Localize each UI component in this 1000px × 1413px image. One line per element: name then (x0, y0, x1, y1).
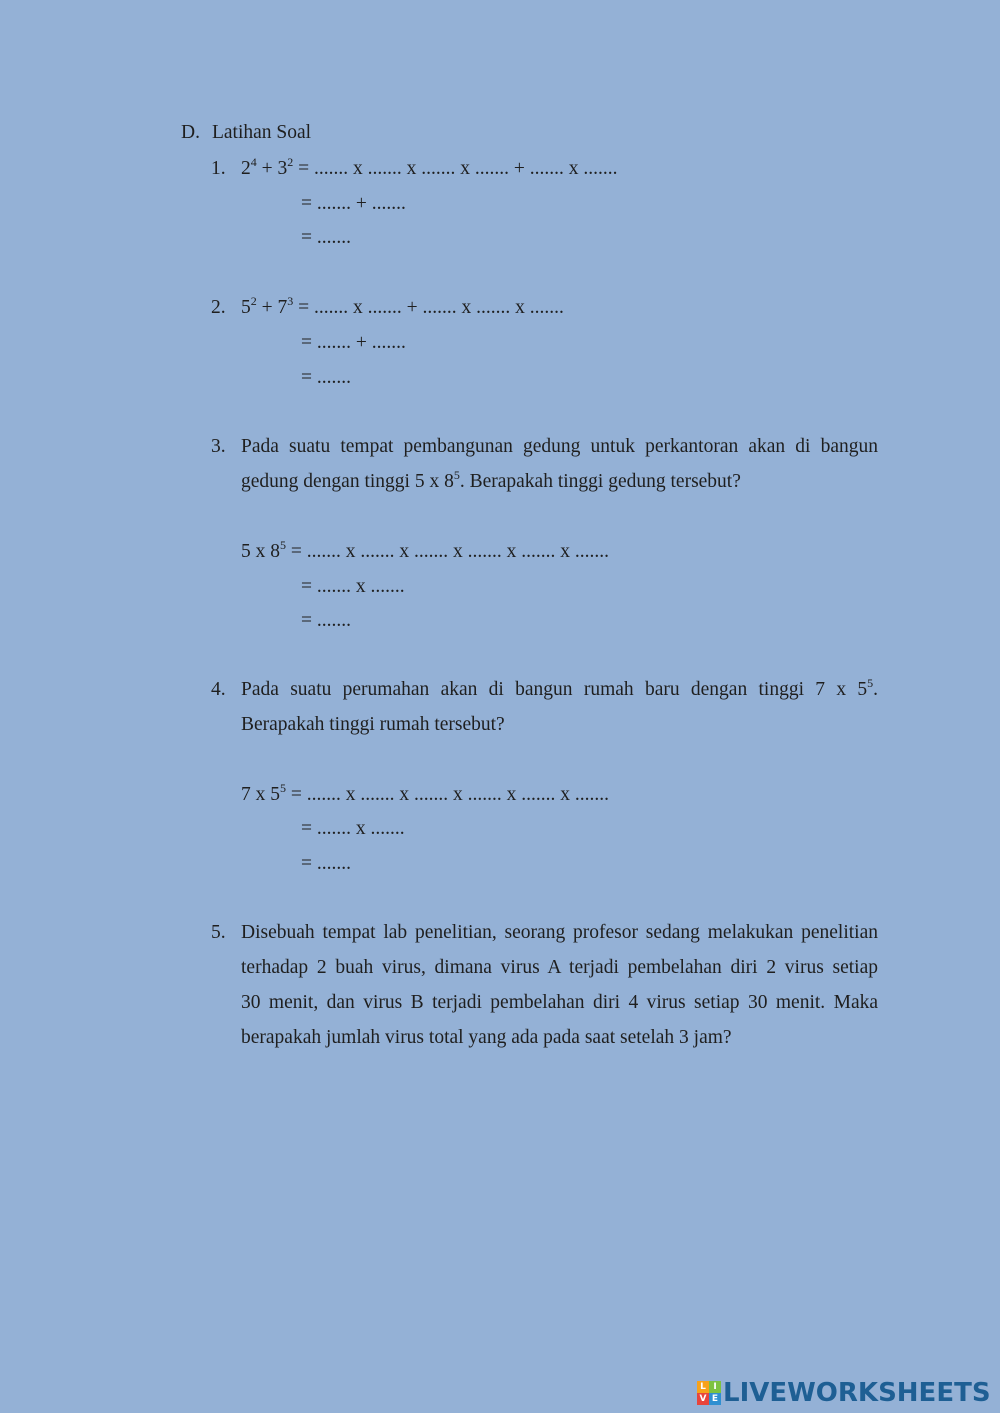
q4-calc-line1 (241, 783, 609, 807)
q3-text-post: . Berapakah tinggi gedung tersebut? (459, 471, 741, 492)
q2-line1 (241, 296, 564, 320)
q4-number: 4. (211, 679, 226, 700)
q1-base2: 3 (277, 158, 288, 179)
q3-calc-line1 (241, 540, 609, 564)
q2-line2: = ....... + ....... (301, 332, 406, 353)
section-title: Latihan Soal (211, 122, 312, 143)
q2-base2: 7 (277, 297, 288, 318)
q3-answer-blanks: = ....... x ....... x ....... x ....... x ....... x ....... (286, 541, 609, 562)
q3-text-pre: gedung dengan tinggi 5 x 8 (241, 471, 454, 492)
q4-calc-line2: = ....... x ....... (301, 818, 405, 839)
q2-plus: + (256, 297, 278, 318)
q2-line3: = ....... (301, 367, 351, 388)
q5-text-line2: terhadap 2 buah virus, dimana virus A terjadi pembelahan diri 2 virus setiap (241, 957, 878, 978)
liveworksheets-wordmark: LIVEWORKSHEETS (723, 1378, 991, 1408)
q2-exponent1: 2 (250, 294, 257, 308)
q4-calc-line3: = ....... (301, 853, 351, 874)
q1-base1: 2 (241, 158, 251, 179)
q1-exponent1: 4 (250, 155, 257, 169)
q1-plus: + (256, 158, 278, 179)
q4-answer-blanks: = ....... x ....... x ....... x ....... x ....... x ....... (286, 784, 609, 805)
q3-calc-pre: 5 x 8 (241, 541, 280, 562)
q4-text-pre: Pada suatu perumahan akan di bangun rumah baru dengan tinggi 7 x 5 (241, 679, 868, 700)
q2-base1: 5 (241, 297, 251, 318)
q2-answer-blanks: = ....... x ....... + ....... x ....... x ....... (293, 297, 564, 318)
q5-text-line4: berapakah jumlah virus total yang ada pada saat setelah 3 jam? (241, 1027, 732, 1048)
logo-letter-i: I (709, 1381, 721, 1393)
q3-text-line1: Pada suatu tempat pembangunan gedung untuk perkantoran akan di bangun (241, 436, 878, 457)
logo-letter-v: V (697, 1393, 709, 1405)
logo-letter-l: L (697, 1381, 709, 1393)
q4-calc-exponent: 5 (280, 781, 286, 795)
q3-text-line2 (241, 470, 741, 494)
q3-calc-exponent: 5 (280, 538, 286, 552)
q5-text-line3: 30 menit, dan virus B terjadi pembelahan diri 4 virus setiap 30 menit. Maka (241, 992, 878, 1013)
q4-text-line1 (241, 678, 878, 702)
q3-number: 3. (211, 436, 226, 457)
q4-text-exponent: 5 (867, 676, 874, 690)
q3-text-exponent: 5 (453, 468, 460, 482)
q4-text-post: . (873, 679, 878, 700)
q5-text-line1: Disebuah tempat lab penelitian, seorang profesor sedang melakukan penelitian (241, 922, 878, 943)
logo-letter-e: E (709, 1393, 721, 1405)
section-header (181, 121, 311, 145)
liveworksheets-logo-icon (697, 1381, 721, 1405)
q1-answer-blanks: = ....... x ....... x ....... x ....... + ....... x ....... (293, 158, 618, 179)
section-label: D. (181, 122, 200, 143)
q2-number: 2. (211, 297, 226, 318)
q5-number: 5. (211, 922, 226, 943)
q4-text-line2: Berapakah tinggi rumah tersebut? (241, 714, 505, 735)
q1-line3: = ....... (301, 227, 351, 248)
q3-calc-line3: = ....... (301, 610, 351, 631)
q1-line1 (241, 157, 618, 181)
q1-number: 1. (211, 158, 226, 179)
q3-calc-line2: = ....... x ....... (301, 576, 405, 597)
q1-line2: = ....... + ....... (301, 193, 406, 214)
q2-exponent2: 3 (287, 294, 294, 308)
q1-exponent2: 2 (287, 155, 294, 169)
liveworksheets-watermark (697, 1378, 991, 1408)
q4-calc-pre: 7 x 5 (241, 784, 280, 805)
